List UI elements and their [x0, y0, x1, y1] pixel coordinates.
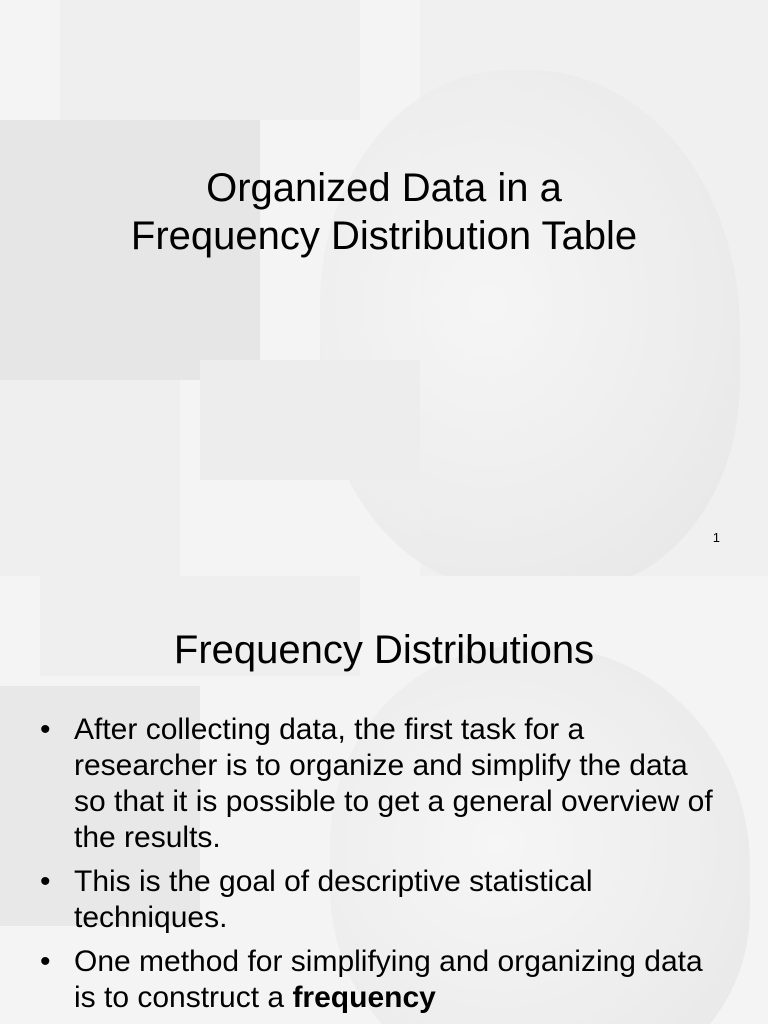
slide-title: Frequency Distributions [173, 628, 595, 672]
background-block [0, 380, 180, 576]
background-block [60, 0, 360, 120]
bullet-list [40, 712, 720, 1024]
slide-number: 1 [712, 530, 720, 545]
bullet-bold-text: frequency [292, 981, 436, 1014]
bullet-icon: • [40, 865, 51, 898]
head-silhouette [320, 70, 740, 576]
bullet-text: One method for simplifying and organizing data is to construct a [74, 945, 703, 1014]
background-block [200, 360, 420, 480]
bullet-text: After collecting data, the first task for a researcher is to organize and simplify the data so that it is possible to get a general overview of the results. [74, 713, 713, 854]
bullet-text: This is the goal of descriptive statistical techniques. [74, 865, 593, 934]
bullet-item [40, 712, 720, 856]
bullet-item [40, 944, 720, 1016]
bullet-icon: • [40, 945, 51, 978]
bullet-icon: • [40, 713, 51, 746]
slide-2 [0, 576, 768, 1024]
title-line-2: Frequency Distribution Table [130, 214, 638, 258]
bullet-item [40, 864, 720, 936]
slide-title [0, 164, 768, 260]
title-line-1: Organized Data in a [206, 166, 562, 210]
